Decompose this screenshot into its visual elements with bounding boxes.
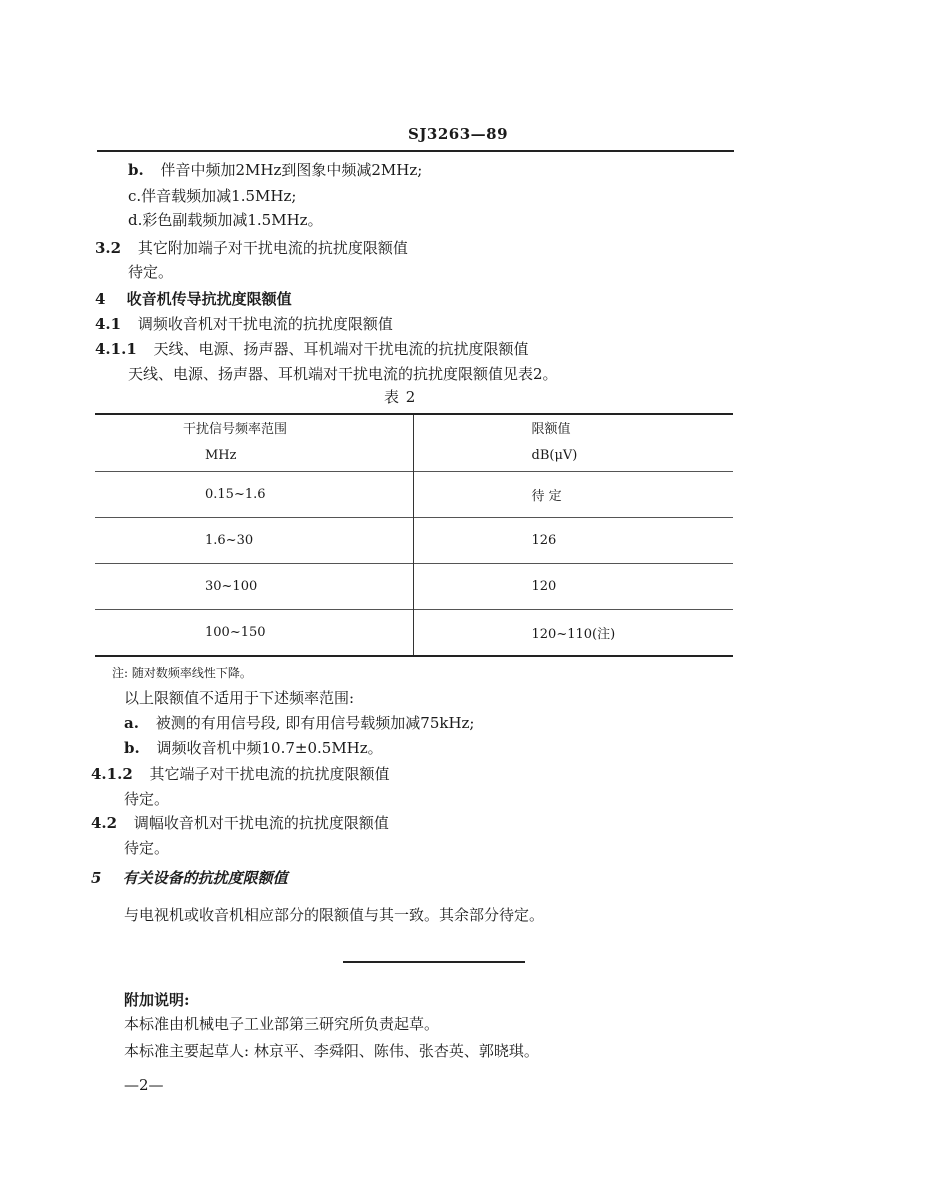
section-number: 5 [91,869,102,887]
section-4-heading [95,289,292,309]
limit-cell: 待 定 [413,472,733,518]
list-marker: a. [124,714,139,732]
clause-4-2-heading [91,813,389,833]
clause-4-1-2-heading [91,764,390,784]
range-cell: 0.15~1.6 [95,472,413,518]
header-range-label: 干扰信号频率范围 [183,422,288,437]
section-number: 4 [95,290,106,308]
header-range-unit: MHz [205,448,237,463]
list-item-text: 调频收音机中频10.7±0.5MHz。 [156,739,383,757]
clause-title: 其它端子对干扰电流的抗扰度限额值 [149,765,390,783]
limits-table [95,413,733,657]
appendix-line-2: 本标准主要起草人: 林京平、李舜阳、陈伟、张杏英、郭晓琪。 [124,1042,539,1060]
exclusion-item-a [124,713,475,733]
section-title: 有关设备的抗扰度限额值 [122,869,288,887]
clause-3-2-body: 待定。 [128,263,174,281]
limit-cell: 120~110(注) [413,610,733,657]
table-note: 注: 随对数频率线性下降。 [112,666,252,680]
standard-code-header: SJ3263—89 [408,125,509,143]
clause-number: 4.1.1 [95,340,137,358]
list-item-d: d.彩色副载频加减1.5MHz。 [128,211,323,229]
list-item-b [128,160,422,180]
table-row [95,564,733,610]
end-rule [343,961,525,963]
range-cell: 100~150 [95,610,413,657]
section-title: 收音机传导抗扰度限额值 [126,290,292,308]
clause-number: 4.1 [95,315,122,333]
clause-4-1-1-body: 天线、电源、扬声器、耳机端对干扰电流的抗扰度限额值见表2。 [128,365,558,383]
list-item-text: 伴音中频加2MHz到图象中频减2MHz; [160,161,423,179]
range-cell: 30~100 [95,564,413,610]
clause-title: 其它附加端子对干扰电流的抗扰度限额值 [137,239,408,257]
table-row [95,518,733,564]
table-row [95,610,733,657]
clause-3-2-heading [95,238,408,258]
header-limit-label: 限额值 [531,422,571,437]
page-number: —2— [124,1076,164,1094]
list-marker: b. [128,161,144,179]
clause-4-1-1-heading [95,339,529,359]
clause-title: 天线、电源、扬声器、耳机端对干扰电流的抗扰度限额值 [153,340,529,358]
section-5-body: 与电视机或收音机相应部分的限额值与其一致。其余部分待定。 [124,906,545,924]
header-limit-unit: dB(μV) [531,448,578,463]
table-caption: 表 2 [384,388,417,406]
header-rule [97,150,734,152]
header-cell-limit [413,414,733,472]
appendix-line-1: 本标准由机械电子工业部第三研究所负责起草。 [124,1015,440,1033]
clause-4-2-body: 待定。 [124,839,170,857]
exclusion-item-b [124,738,383,758]
clause-title: 调幅收音机对干扰电流的抗扰度限额值 [133,814,389,832]
header-cell-range [95,414,413,472]
range-cell: 1.6~30 [95,518,413,564]
section-5-heading [91,868,288,888]
list-marker: b. [124,739,140,757]
limit-cell: 120 [413,564,733,610]
appendix-title: 附加说明: [124,991,190,1009]
table-header-row [95,414,733,472]
table-row [95,472,733,518]
clause-number: 4.1.2 [91,765,133,783]
clause-4-1-2-body: 待定。 [124,790,170,808]
clause-number: 3.2 [95,239,122,257]
clause-number: 4.2 [91,814,118,832]
clause-title: 调频收音机对干扰电流的抗扰度限额值 [137,315,393,333]
exclusion-intro: 以上限额值不适用于下述频率范围: [124,689,355,707]
limit-cell: 126 [413,518,733,564]
clause-4-1-heading [95,314,393,334]
list-item-text: 被测的有用信号段, 即有用信号载频加减75kHz; [155,714,475,732]
list-item-c: c.伴音载频加减1.5MHz; [128,187,297,205]
